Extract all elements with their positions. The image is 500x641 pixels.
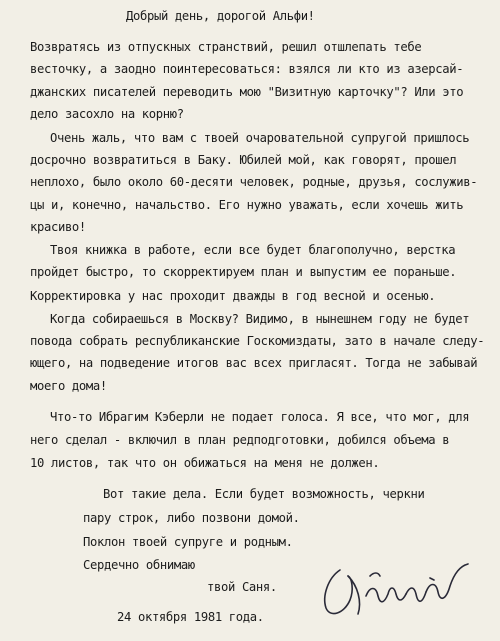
greeting: Добрый день, дорогой Альфи!	[126, 9, 315, 23]
text-line: весточку, а заодно поинтересоваться: взялся ли кто из азерсай-	[30, 62, 464, 76]
text-line: красиво!	[30, 220, 86, 234]
text-line: моего дома!	[30, 379, 107, 393]
handwritten-signature	[318, 556, 478, 626]
text-line: пару строк, либо позвони домой.	[83, 511, 300, 525]
text-line: Поклон твоей супруге и родным.	[83, 535, 293, 549]
text-line: джанских писателей переводить мою "Визитную карточку"? Или это	[30, 85, 464, 99]
text-line: досрочно возвратиться в Баку. Юбилей мой, как говорят, прошел	[30, 153, 457, 167]
text-line: дело засохло на корню?	[30, 107, 184, 121]
text-line: неплохо, было около 60-десяти человек, родные, друзья, сослужив-	[30, 175, 478, 189]
text-line: пройдет быстро, то скорректируем план и выпустим ее пораньше.	[30, 265, 457, 279]
text-line: него сделал - включил в план редподготовки, добился объема в	[30, 433, 450, 447]
text-line: 10 листов, так что он обижаться на меня не должен.	[30, 456, 380, 470]
text-line: Очень жаль, что вам с твоей очаровательной супругой пришлось	[50, 131, 470, 145]
text-line: Вот такие дела. Если будет возможность, черкни	[103, 487, 425, 501]
text-line: повода собрать республиканские Госкомиздаты, зато в начале следу-	[30, 334, 485, 348]
text-line: Возвратясь из отпускных странствий, решил отшлепать тебе	[30, 40, 422, 54]
text-line: Что-то Ибрагим Кэберли не подает голоса. Я все, что мог, для	[50, 410, 470, 424]
text-line: Сердечно обнимаю	[83, 558, 195, 572]
text-line: Когда собираешься в Москву? Видимо, в нынешнем году не будет	[50, 312, 470, 326]
text-line: цы и, конечно, начальство. Его нужно уважать, если хочешь жить	[30, 198, 464, 212]
text-line: Твоя книжка в работе, если все будет благополучно, верстка	[50, 243, 456, 257]
sign-off: твой Саня.	[207, 580, 277, 594]
text-line: ющего, на подведение итогов вас всех пригласят. Тогда не забывай	[30, 356, 478, 370]
letter-date: 24 октября 1981 года.	[117, 610, 264, 624]
text-line: Корректировка у нас проходит дважды в год весной и осенью.	[30, 289, 436, 303]
